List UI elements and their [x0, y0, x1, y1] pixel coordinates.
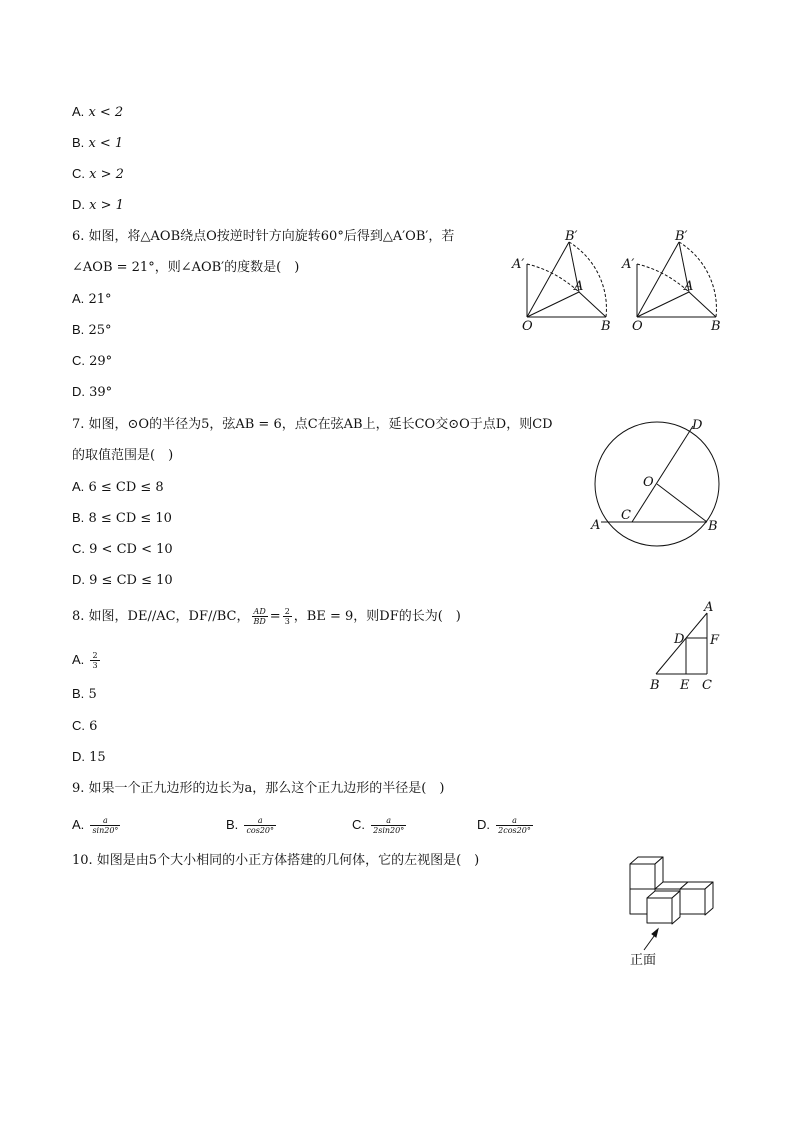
q8-fraction-two-thirds: $\frac{2}{3}$: [284, 607, 290, 626]
q8-triangle-figure: [645, 598, 730, 693]
q7-option-d: D. 9 ≤ CD ≤ 10: [72, 572, 173, 588]
q8-option-b: B. 5: [72, 686, 97, 702]
q7-label-o: O: [643, 475, 654, 490]
q7-circle-figure: [586, 414, 736, 550]
q5-option-a: A. x < 2: [72, 104, 124, 120]
q10-front-label: 正面: [630, 953, 657, 968]
q6-left-label-a: A: [574, 279, 584, 294]
q7-stem-line2: 的取值范围是( ): [72, 448, 174, 463]
q5-option-c: C. x > 2: [72, 166, 124, 182]
q7-label-c: C: [621, 508, 631, 523]
q6-left-label-o: O: [522, 319, 533, 334]
q6-stem-line1: 6. 如图，将△AOB绕点O按逆时针方向旋转60°后得到△A′OB′，若: [72, 229, 455, 244]
q8-label-e: E: [680, 678, 690, 693]
q6-option-d: D. 39°: [72, 384, 113, 400]
q8-label-b: B: [650, 678, 660, 693]
q7-label-a: A: [591, 518, 601, 533]
q6-right-label-a: A: [684, 279, 694, 294]
q7-stem-line1: 7. 如图，⊙O的半径为5，弦AB = 6，点C在弦AB上，延长CO交⊙O于点D，则CD: [72, 417, 553, 432]
q8-option-a: A. $\frac{2}{3}$: [72, 651, 98, 670]
q8-stem: 8. 如图，DE//AC，DF//BC， $\frac{AD}{BD}$ = $\frac{2}{3}$ ，BE = 9，则DF的长为( ): [72, 607, 461, 626]
q9-option-a: A. $\frac{a}{\sin 20^\circ}$: [72, 816, 119, 835]
q7-option-c: C. 9 < CD < 10: [72, 541, 173, 557]
q6-right-label-o: O: [632, 319, 643, 334]
q5-option-b: B. x < 1: [72, 135, 124, 151]
q7-option-a: A. 6 ≤ CD ≤ 8: [72, 479, 164, 495]
q8-label-a: A: [704, 600, 714, 615]
q6-option-c: C. 29°: [72, 353, 113, 369]
q6-option-a: A. 21°: [72, 291, 112, 307]
q8-option-c: C. 6: [72, 718, 98, 734]
q6-figure-right: [618, 226, 733, 334]
q6-option-b: B. 25°: [72, 322, 112, 338]
q5-option-d: D. x > 1: [72, 197, 124, 213]
q9-option-b: B. $\frac{a}{\cos 20^\circ}$: [226, 816, 275, 835]
q8-option-d: D. 15: [72, 749, 106, 765]
q6-right-label-b-prime: B′: [675, 229, 688, 244]
q6-left-label-b: B: [601, 319, 611, 334]
q8-label-d: D: [674, 632, 685, 647]
q8-fraction-ad-bd: $\frac{AD}{BD}$: [253, 607, 266, 626]
q6-right-label-b: B: [711, 319, 721, 334]
q7-option-b: B. 8 ≤ CD ≤ 10: [72, 510, 172, 526]
q6-stem-line2: ∠AOB = 21°，则∠AOB′的度数是( ): [72, 260, 300, 275]
q6-left-label-b-prime: B′: [565, 229, 578, 244]
q6-figure-left: [508, 226, 623, 334]
q9-option-c: C. $\frac{a}{2\sin 20^\circ}$: [352, 816, 405, 835]
q6-left-label-a-prime: A′: [512, 257, 525, 272]
q8-label-f: F: [710, 633, 720, 648]
q10-stem: 10. 如图是由5个大小相同的小正方体搭建的几何体，它的左视图是( ): [72, 853, 480, 868]
q6-right-label-a-prime: A′: [622, 257, 635, 272]
q9-stem: 9. 如果一个正九边形的边长为a，那么这个正九边形的半径是( ): [72, 781, 445, 796]
q7-label-d: D: [692, 418, 703, 433]
q7-label-b: B: [708, 519, 718, 534]
q10-cubes-figure: [620, 850, 730, 970]
q8-label-c: C: [702, 678, 712, 693]
q9-option-d: D. $\frac{a}{2\cos 20^\circ}$: [477, 816, 531, 835]
